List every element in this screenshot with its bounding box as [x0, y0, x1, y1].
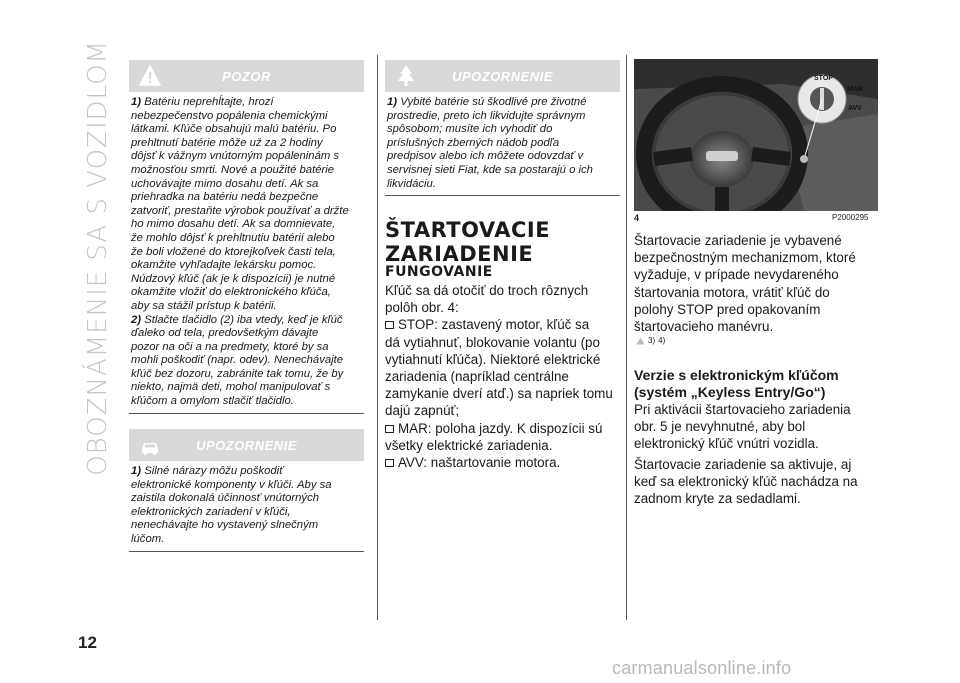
text-line	[131, 110, 362, 124]
text-line	[131, 191, 362, 205]
line-text: Silné nárazy môžu poškodiť	[144, 465, 284, 477]
bullet-icon	[385, 425, 394, 433]
text-line	[131, 479, 362, 493]
line-text: Kľúč sa dá otočiť do troch rôznych	[385, 283, 589, 298]
line-text: ďaleko od tela, predovšetkým dávajte	[131, 327, 319, 340]
text-line	[131, 137, 362, 151]
text-line: štartovania motora, vrátiť kľúč do	[634, 284, 830, 300]
column-divider-2	[626, 55, 627, 620]
warning-box-text	[129, 92, 364, 413]
keyless-heading: Verzie s elektronickým kľúčom (systém „Keyless Entry/Go“)	[634, 367, 839, 400]
text-line	[387, 150, 618, 164]
text-line	[131, 368, 362, 382]
bullet-icon	[385, 459, 394, 467]
text-line	[131, 232, 362, 246]
line-text: možnosťou smrti. Nové a použité batérie	[131, 163, 335, 176]
text-line	[131, 395, 362, 409]
line-text: aby sa stážil prístup k batérii.	[131, 299, 277, 312]
text-line	[385, 282, 625, 299]
line-text: príslušných zberných nádob podľa	[387, 136, 560, 149]
steering-wheel-illustration	[634, 59, 878, 211]
subsection-heading: FUNGOVANIE	[385, 264, 493, 280]
text-line: Štartovacie zariadenie je vybavené	[634, 233, 842, 248]
text-line	[387, 110, 618, 124]
text-line	[131, 381, 362, 395]
line-text: nenechávajte ho vystavený slnečným	[131, 519, 319, 532]
text-line	[385, 299, 625, 316]
line-text: predpisov alebo ich môžete odovzdať v	[387, 150, 584, 163]
line-text: okamžite vyhľadajte lekársku pomoc.	[131, 259, 317, 272]
text-line: obr. 5 je nevyhnutné, aby bol	[634, 419, 806, 435]
line-text: MAR: poloha jazdy. K dispozícii sú	[398, 420, 603, 436]
text-line	[131, 314, 362, 328]
page-number: 12	[78, 633, 97, 652]
text-line	[387, 178, 618, 192]
line-text: kľúčom a omylom stlačiť tlačidlo.	[131, 395, 294, 408]
text-line	[131, 96, 362, 110]
note-number: 1)	[131, 96, 145, 108]
text-line	[131, 286, 362, 300]
section-heading: ŠTARTOVACIE ZARIADENIE	[385, 218, 551, 266]
text-line	[131, 354, 362, 368]
text-line	[131, 519, 362, 533]
text-line: Pri aktivácii štartovacieho zariadenia	[634, 402, 851, 417]
text-line	[385, 454, 625, 471]
text-line	[131, 273, 362, 287]
line-text: dôjsť k vážnym vnútorným popáleninám s	[131, 150, 340, 163]
line-text: nebezpečenstvo popálenia chemickými	[131, 109, 328, 122]
text-line: elektronický kľúč vnútri vozidla.	[634, 436, 819, 452]
line-text: že mohlo dôjsť k prehltnutiu batérií alebo	[131, 231, 335, 244]
line-text: servisnej sieti Fiat, kde sa postarajú o ich	[387, 163, 593, 176]
text-line	[385, 368, 625, 385]
notice-box-text	[129, 461, 364, 551]
ignition-label-avv: AVV	[848, 105, 862, 112]
text-line: bezpečnostným mechanizmom, ktoré	[634, 250, 856, 266]
reference-markers: 3) 4)	[636, 336, 665, 345]
line-text: vytiahnutí kľúča). Niektoré elektrické	[385, 351, 601, 367]
text-line	[385, 402, 625, 419]
paragraph-safety	[634, 232, 874, 335]
line-text: dá vytiahnuť, blokovanie volantu (po	[385, 334, 600, 350]
line-text: mohli poškodiť (napr. odev). Nenechávajte	[131, 354, 344, 367]
ignition-label-mar: MAR	[847, 86, 863, 93]
box-bottom-rule	[129, 551, 364, 552]
bullet-icon	[385, 321, 394, 329]
text-line	[385, 437, 625, 454]
text-line	[131, 465, 362, 479]
notice-box-1	[129, 429, 364, 552]
line-text: AVV: naštartovanie motora.	[398, 455, 561, 471]
warning-box-header: POZOR	[129, 60, 364, 92]
text-line	[385, 334, 625, 351]
column-divider-1	[377, 55, 378, 620]
line-text: Stlačte tlačidlo (2) iba vtedy, keď je kľúč	[144, 313, 343, 326]
text-line	[131, 327, 362, 341]
text-line	[387, 164, 618, 178]
text-line: Štartovacie zariadenie sa aktivuje, aj	[634, 457, 852, 472]
text-line	[131, 259, 362, 273]
line-text: dajú zapnúť;	[385, 403, 460, 419]
line-text: ho mimo dosahu detí. Ak sa domnievate,	[131, 218, 336, 231]
line-text: spôsobom; musíte ich vyhodiť do	[387, 123, 553, 136]
line-text: zariadenia (napríklad centrálne	[385, 369, 569, 385]
text-line	[131, 205, 362, 219]
notice-box-2	[385, 60, 620, 196]
line-text: prostredie, preto ich likvidujte správnym	[387, 109, 586, 122]
line-text: STOP: zastavený motor, kľúč sa	[398, 317, 590, 333]
figure-code: P2000295	[832, 213, 869, 222]
notice-box-header: UPOZORNENIE	[129, 429, 364, 461]
text-line	[131, 150, 362, 164]
line-text: elektronických zariadení v kľúči,	[131, 505, 291, 518]
line-text: že boli vložené do ktorejkoľvek časti tela,	[131, 245, 336, 258]
text-line: zadnom kryte za sedadlami.	[634, 491, 801, 507]
text-line	[131, 218, 362, 232]
figure-number: 4	[634, 213, 640, 223]
notice-box-header: UPOZORNENIE	[385, 60, 620, 92]
note-number: 1)	[131, 465, 145, 477]
text-line	[387, 123, 618, 137]
line-text: Núdzový kľúč (ak je k dispozícii) je nutné	[131, 272, 336, 285]
note-number: 2)	[131, 313, 145, 326]
box-bottom-rule	[385, 195, 620, 196]
line-text: zamykanie dverí atď.) sa napriek tomu	[385, 386, 613, 402]
text-line	[385, 385, 625, 402]
watermark: carmanualsonline.info	[612, 658, 792, 678]
paragraph-keyless-activation	[634, 401, 874, 453]
text-line	[131, 246, 362, 260]
text-line	[387, 96, 618, 110]
warning-ref-icon	[636, 337, 645, 345]
line-text: lúčom.	[131, 532, 165, 545]
line-text: zatvoriť, prestaňte výrobok používať a držte	[131, 204, 349, 217]
line-text: zaistila dokonalá účinnosť vnútorných	[131, 492, 319, 505]
line-text: uchovávajte mimo dosahu detí. Ak sa	[131, 177, 319, 190]
text-line	[387, 137, 618, 151]
text-line	[385, 316, 625, 333]
line-text: polôh obr. 4:	[385, 300, 459, 316]
line-text: kľúč bez dozoru, zabránite tak tomu, že by	[131, 367, 344, 380]
tree-environment-icon	[395, 63, 417, 89]
text-line: keď sa elektronický kľúč nachádza na	[634, 474, 858, 490]
ignition-photo	[634, 59, 878, 211]
line-text: elektronické komponenty v kľúči. Aby sa	[131, 478, 332, 491]
operation-text	[385, 282, 625, 471]
paragraph-keyless-rear	[634, 456, 874, 508]
text-line: polohy STOP pred opakovaním	[634, 301, 821, 317]
warning-box-pozor	[129, 60, 364, 414]
side-chapter-title: OBOZNÁMENIE SA S VOZIDLOM	[83, 40, 113, 476]
line-text: pozor na oči a na predmety, ktoré by sa	[131, 340, 329, 353]
car-notice-icon	[139, 432, 161, 458]
line-text: likvidáciu.	[387, 177, 436, 190]
text-line	[131, 123, 362, 137]
text-line: štartovacieho manévru.	[634, 319, 774, 335]
ignition-label-stop: STOP	[814, 75, 833, 82]
notice-box-text	[385, 92, 620, 195]
line-text: všetky elektrické zariadenia.	[385, 437, 553, 453]
text-line	[131, 492, 362, 506]
text-line	[131, 178, 362, 192]
line-text: látkami. Kľúče obsahujú malú batériu. Po	[131, 123, 337, 136]
warning-triangle-icon	[139, 63, 161, 89]
text-line	[131, 300, 362, 314]
text-line	[385, 420, 625, 437]
text-line	[131, 506, 362, 520]
line-text: priehradka na batériu nedá bezpečne	[131, 191, 319, 204]
line-text: okamžite vložiť do elektronického kľúča,	[131, 286, 331, 299]
box-bottom-rule	[129, 413, 364, 414]
text-line	[131, 533, 362, 547]
text-line	[385, 351, 625, 368]
line-text: Vybité batérie sú škodlivé pre životné	[400, 96, 587, 108]
text-line	[131, 164, 362, 178]
line-text: Batériu neprehĺtajte, hrozí	[144, 96, 274, 108]
text-line: vyžaduje, v prípade nevydareného	[634, 267, 839, 283]
note-number: 1)	[387, 96, 401, 108]
text-line	[131, 341, 362, 355]
line-text: niekto, najmä deti, mohol manipulovať s	[131, 381, 331, 394]
line-text: prehltnutí batérie môže už za 2 hodiny	[131, 136, 323, 149]
